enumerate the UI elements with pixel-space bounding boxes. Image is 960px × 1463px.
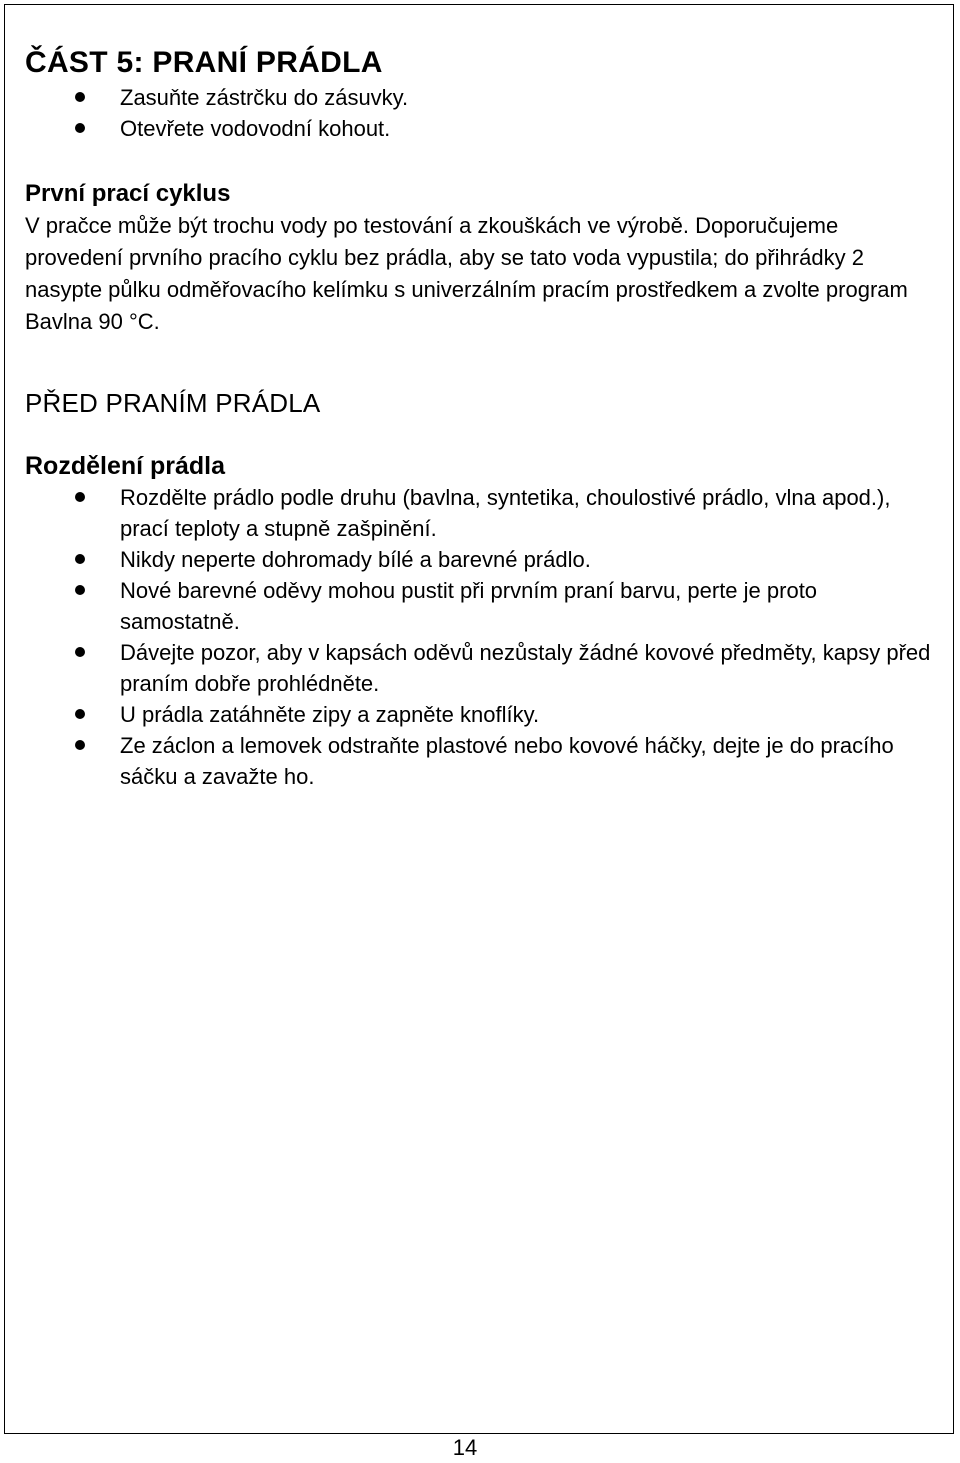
bullet-icon	[75, 92, 85, 102]
list-item-text: Dávejte pozor, aby v kapsách oděvů nezůstaly žádné kovové předměty, kapsy před praním dobře prohlédněte.	[120, 640, 931, 696]
list-item-text: U prádla zatáhněte zipy a zapněte knoflíky.	[120, 702, 540, 727]
list-item-text: Rozdělte prádlo podle druhu (bavlna, syntetika, choulostivé prádlo, vlna apod.), prací teploty a stupně zašpinění.	[120, 485, 891, 541]
page-number: 14	[452, 1435, 478, 1460]
before-washing-heading: PŘED PRANÍM PRÁDLA	[25, 388, 321, 418]
document-body	[25, 44, 935, 792]
part-title: ČÁST 5: PRANÍ PRÁDLA	[25, 46, 383, 79]
bullet-icon	[75, 123, 85, 133]
bullet-icon	[75, 740, 85, 750]
first-cycle-heading: První prací cyklus	[25, 180, 231, 207]
intro-bullet-list	[25, 82, 935, 144]
list-item-text: Nikdy neperte dohromady bílé a barevné prádlo.	[120, 547, 591, 572]
bullet-icon	[75, 585, 85, 595]
list-item	[25, 82, 935, 113]
list-item	[25, 544, 935, 575]
list-item-text: Otevřete vodovodní kohout.	[120, 116, 391, 141]
bullet-icon	[75, 647, 85, 657]
list-item	[25, 575, 935, 637]
list-item	[25, 482, 935, 544]
bullet-icon	[75, 492, 85, 502]
list-item	[25, 637, 935, 699]
list-item-text: Zasuňte zástrčku do zásuvky.	[120, 85, 409, 110]
first-cycle-text: V pračce může být trochu vody po testování a zkouškách ve výrobě. Doporučujeme provedení prvního pracího cyklu bez prádla, aby se tato voda vypustila; do přihrádky 2 nasypte půlku odměřovacího kelímku s univerzálním pracím prostředkem a zvolte program Bavlna 90 °C.	[25, 213, 908, 334]
list-item-text: Ze záclon a lemovek odstraňte plastové nebo kovové háčky, dejte je do pracího sáčku a zavažte ho.	[120, 733, 894, 789]
list-item-text: Nové barevné oděvy mohou pustit při prvním praní barvu, perte je proto samostatně.	[120, 578, 818, 634]
list-item	[25, 113, 935, 144]
bullet-icon	[75, 554, 85, 564]
list-item	[25, 699, 935, 730]
list-item	[25, 730, 935, 792]
bullet-icon	[75, 709, 85, 719]
sorting-heading: Rozdělení prádla	[25, 452, 226, 480]
sorting-bullet-list	[25, 482, 935, 792]
